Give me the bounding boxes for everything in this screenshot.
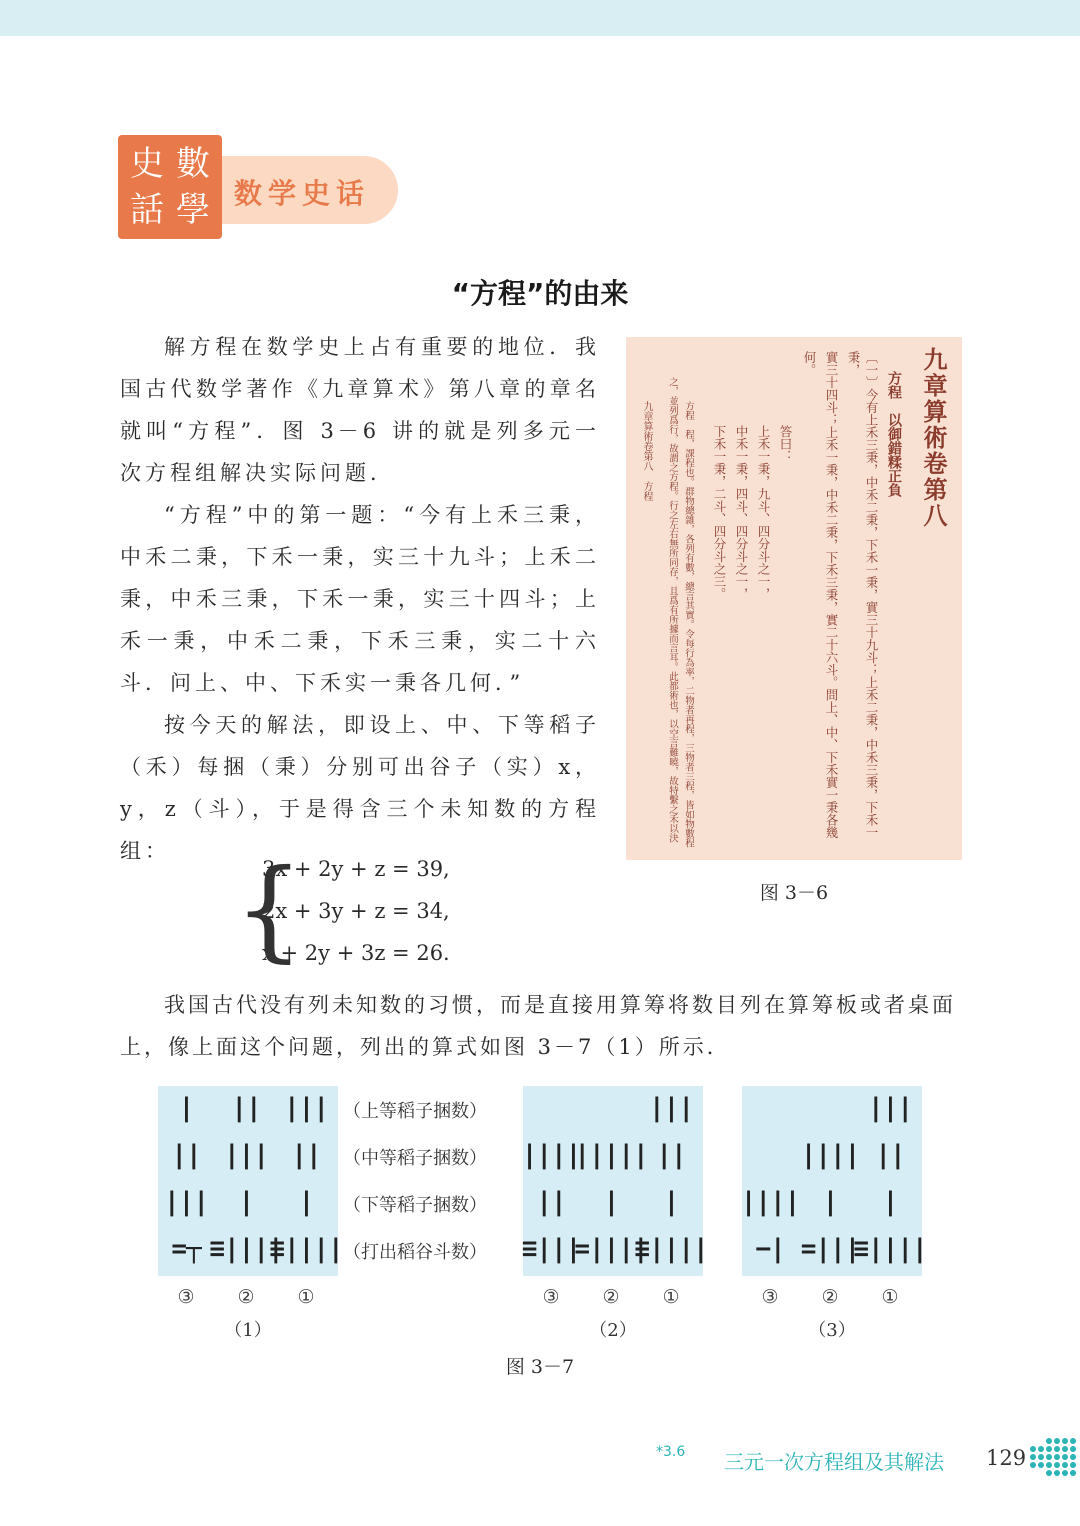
column-marker: ③ <box>177 1286 195 1308</box>
decorative-dots-icon <box>1030 1438 1080 1478</box>
counting-rod-numeral: ||| <box>284 1093 328 1123</box>
seal-char: 數 <box>176 144 210 184</box>
seal-char: 話 <box>130 190 164 230</box>
text-column: 上禾一秉，九斗、四分斗之一， <box>756 425 771 600</box>
counting-rod-numeral: ||| <box>164 1187 208 1217</box>
brace: { <box>234 845 304 973</box>
paragraph: “方程”中的第一题：“今有上禾三秉，中禾二秉，下禾一秉，实三十九斗；上禾二秉，中禾三秉，下禾一秉，实三十四斗；上禾一秉，中禾二秉，下禾三秉，实二十六斗．问上、中、下禾实一秉各几何．” <box>120 503 600 695</box>
column-marker: ② <box>237 1286 255 1308</box>
counting-rod-numeral: |||| <box>521 1140 581 1170</box>
counting-rod-numeral: | <box>822 1187 838 1217</box>
counting-rod-numeral: ≡|||| <box>634 1234 708 1264</box>
text-column: 方程 以御錯糅正負 <box>886 371 902 497</box>
counting-rod-numeral: || <box>875 1140 905 1170</box>
counting-rod-numeral: || <box>536 1187 566 1217</box>
text-column: 下禾一秉，二斗、四分斗之三。 <box>712 425 727 600</box>
counting-rod-numeral: || <box>291 1140 321 1170</box>
column-marker: ③ <box>542 1286 560 1308</box>
text-column: 中禾一秉，四斗、四分斗之一， <box>734 425 749 600</box>
paragraph: 按今天的解法，即设上、中、下等稻子（禾）每捆（秉）分别可出谷子（实）x，y，z（斗），于是得含三个未知数的方程组： <box>120 713 600 863</box>
ancient-text-image <box>626 337 962 860</box>
text-column: 實三十四斗；上禾一秉，中禾二秉，下禾三秉，實二十六斗。問上、中、下禾實一秉各幾 <box>824 351 839 839</box>
counting-rod-numeral: =┬ <box>171 1234 201 1264</box>
text-column: 〔一〕今有上禾三秉，中禾二秉，下禾一秉，實三十九斗；上禾二秉，中禾三秉，下禾一秉， <box>846 351 879 839</box>
top-band <box>0 0 1080 36</box>
counting-rod-numeral: =|||| <box>574 1234 648 1264</box>
counting-rod-numeral: ≡|||| <box>853 1234 927 1264</box>
counting-rod-numeral: || <box>231 1093 261 1123</box>
counting-rod-numeral: ≡||| <box>521 1234 581 1264</box>
column-marker: ① <box>297 1286 315 1308</box>
counting-rod-numeral: || <box>171 1140 201 1170</box>
article-title: “方程”的由来 <box>451 277 629 310</box>
row-label: （上等稻子捆数） <box>343 1101 487 1122</box>
counting-rod-numeral: ≡|||| <box>269 1234 343 1264</box>
counting-rod-numeral: | <box>238 1187 254 1217</box>
sub-figure-label: （3） <box>808 1320 856 1341</box>
counting-rod-numeral: ≡|||| <box>209 1234 283 1264</box>
column-marker: ① <box>662 1286 680 1308</box>
article-body-continued <box>120 984 965 1068</box>
row-label: （中等稻子捆数） <box>343 1148 487 1169</box>
equation: x + 2y + 3z = 26. <box>262 941 450 965</box>
section-number: *3.6 <box>656 1444 686 1460</box>
section-title: 数学史话 <box>234 177 371 210</box>
article-body <box>120 326 600 872</box>
row-label: （下等稻子捆数） <box>343 1195 487 1216</box>
text-column: 何。 <box>802 351 817 376</box>
equation: 3x + 2y + z = 39, <box>262 857 450 881</box>
chapter-title: 三元一次方程组及其解法 <box>724 1450 944 1474</box>
equation: 2x + 3y + z = 34, <box>262 899 450 923</box>
sub-figure-label: （2） <box>589 1320 637 1341</box>
column-marker: ② <box>821 1286 839 1308</box>
counting-rod-numeral: | <box>603 1187 619 1217</box>
page-number: 129 <box>986 1446 1027 1470</box>
counting-rod-numeral: | <box>298 1187 314 1217</box>
row-label: （打出稻谷斗数） <box>343 1242 487 1263</box>
counting-rod-numeral: ||| <box>649 1093 693 1123</box>
text-column: 九章算術卷第八 <box>919 347 948 529</box>
counting-rod-numeral: |||| <box>800 1140 860 1170</box>
equation-system <box>234 845 466 974</box>
text-column: 之，並列爲行，故謂之方程。行之左右無所同存，且爲有所據而言耳。此都術也，以空言難曉，故特繫之禾以決 <box>667 377 678 843</box>
seal-logo <box>118 135 222 239</box>
counting-rod-numeral: ||| <box>868 1093 912 1123</box>
paragraph: 我国古代没有列未知数的习惯，而是直接用算筹将数目列在算筹板或者桌面上，像上面这个问题，列出的算式如图 3－7（1）所示． <box>120 993 956 1059</box>
counting-rod-numeral: | <box>178 1093 194 1123</box>
column-marker: ③ <box>761 1286 779 1308</box>
text-column: 九章算術卷第八 方程 <box>641 401 652 501</box>
counting-rod-numeral: | <box>882 1187 898 1217</box>
text-column: 方程 程，課程也。群物總雜，各列有數，總言其實。令每行為率，二物者再程，三物者三程，皆如物數程 <box>683 401 694 848</box>
text-column: 答曰： <box>778 425 793 463</box>
column-marker: ① <box>881 1286 899 1308</box>
paragraph: 解方程在数学史上占有重要的地位．我国古代数学著作《九章算术》第八章的章名就叫“方程”．图 3－6 讲的就是列多元一次方程组解决实际问题． <box>120 335 600 485</box>
figure-caption: 图 3－7 <box>505 1356 575 1378</box>
counting-rod-numeral: −| <box>755 1234 785 1264</box>
counting-rod-numeral: || <box>656 1140 686 1170</box>
counting-rod-numeral: ||||| <box>574 1140 648 1170</box>
figure-caption: 图 3－6 <box>759 882 829 904</box>
counting-rod-numeral: | <box>663 1187 679 1217</box>
sub-figure-label: （1） <box>224 1320 272 1341</box>
seal-char: 史 <box>130 144 164 184</box>
counting-rod-numeral: ||| <box>224 1140 268 1170</box>
seal-char: 學 <box>176 190 210 230</box>
counting-rod-numeral: |||| <box>740 1187 800 1217</box>
column-marker: ② <box>602 1286 620 1308</box>
counting-rod-numeral: =||| <box>800 1234 860 1264</box>
